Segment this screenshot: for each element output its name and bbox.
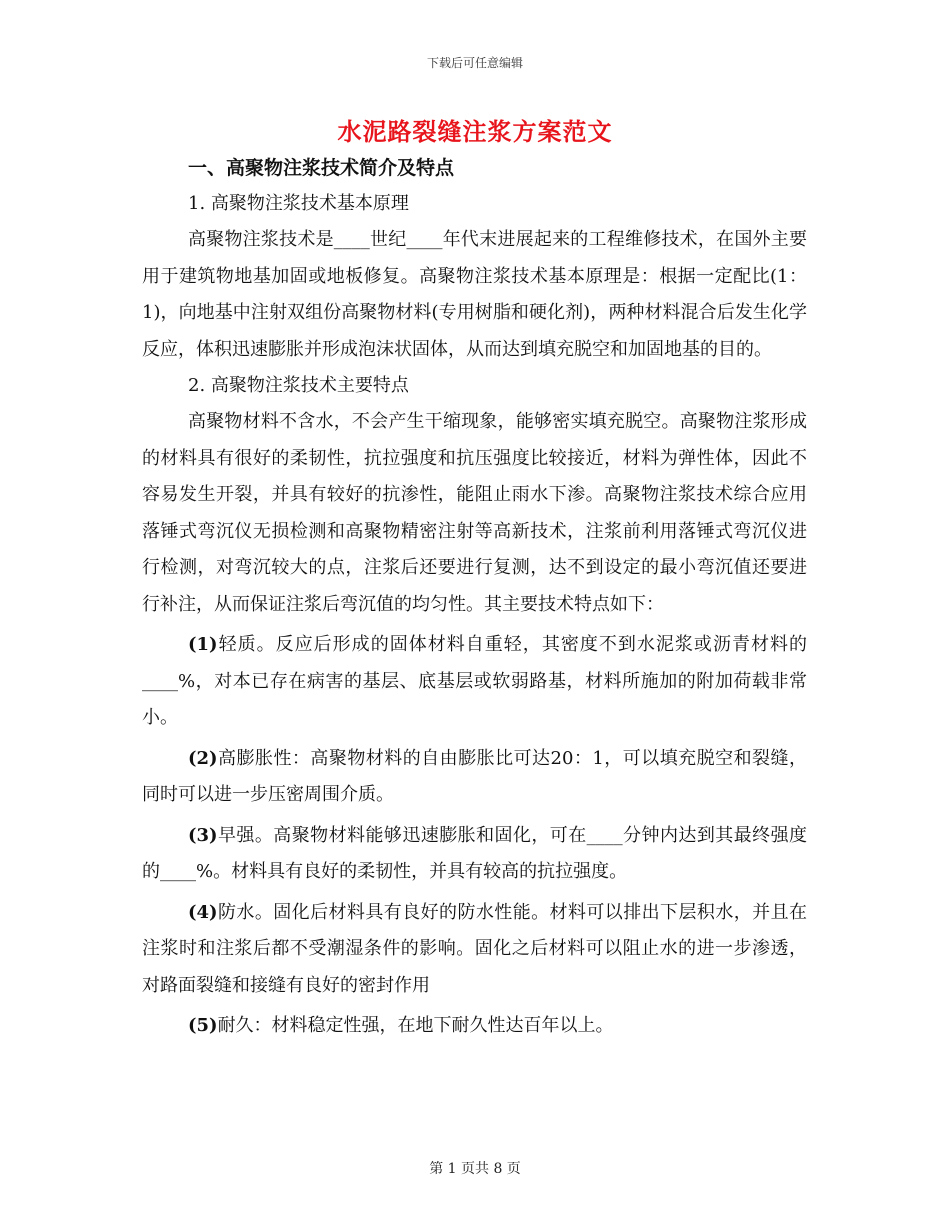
paragraph-principle: 高聚物注浆技术是____世纪____年代末进展起来的工程维修技术，在国外主要用于建筑物地基加固或地板修复。高聚物注浆技术基本原理是：根据一定配比(1：1)，向地基中注射双组份高聚物材料(专用树脂和硬化剂)，两种材料混合后发生化学反应，体积迅速膨胀并形成泡沫状固体，从而达到填充脱空和加固地基的目的。 xyxy=(142,229,807,360)
list-item xyxy=(142,818,807,891)
list-item-number: (3) xyxy=(188,824,218,846)
list-item-number: (5) xyxy=(188,1015,218,1036)
paragraph-features: 高聚物材料不含水，不会产生干缩现象，能够密实填充脱空。高聚物注浆形成的材料具有很好的柔韧性，抗拉强度和抗压强度比较接近，材料为弹性体，因此不容易发生开裂，并具有较好的抗渗性，能阻止雨水下渗。高聚物注浆技术综合应用落锤式弯沉仪无损检测和高聚物精密注射等高新技术，注浆前利用落锤式弯沉仪进行检测，对弯沉较大的点，注浆后还要进行复测，达不到设定的最小弯沉值还要进行补注，从而保证注浆后弯沉值的均匀性。其主要技术特点如下： xyxy=(142,411,807,615)
list-item xyxy=(142,895,807,1005)
list-item-text: 防水。固化后材料具有良好的防水性能。材料可以排出下层积水，并且在注浆时和注浆后都不受潮湿条件的影响。固化之后材料可以阻止水的进一步渗透，对路面裂缝和接缝有良好的密封作用 xyxy=(142,901,807,996)
document-title: 水泥路裂缝注浆方案范文 xyxy=(337,117,613,146)
list-item-text: 早强。高聚物材料能够迅速膨胀和固化，可在____分钟内达到其最终强度的____%。材料具有良好的柔韧性，并具有较高的抗拉强度。 xyxy=(142,824,807,882)
page-number: 第 1 页共 8 页 xyxy=(429,1161,521,1177)
list-item-number: (2) xyxy=(188,747,218,769)
subsection-heading-2: 2. 高聚物注浆技术主要特点 xyxy=(188,375,409,396)
list-item-text: 高膨胀性：高聚物材料的自由膨胀比可达20：1，可以填充脱空和裂缝，同时可以进一步压密周围介质。 xyxy=(142,747,807,805)
list-item-text: 耐久：材料稳定性强，在地下耐久性达百年以上。 xyxy=(217,1015,614,1036)
list-item-number: (1) xyxy=(188,634,218,655)
document-body xyxy=(142,150,807,1045)
section-heading: 一、高聚物注浆技术简介及特点 xyxy=(188,157,455,179)
list-item-number: (4) xyxy=(188,901,218,923)
list-item xyxy=(142,741,807,814)
subsection-heading-1: 1. 高聚物注浆技术基本原理 xyxy=(188,193,409,214)
list-item-text: 轻质。反应后形成的固体材料自重轻，其密度不到水泥浆或沥青材料的____%，对本已存在病害的基层、底基层或软弱路基，材料所施加的附加荷载非常小。 xyxy=(142,634,807,728)
header-note: 下载后可任意编辑 xyxy=(426,56,523,70)
list-item xyxy=(142,627,807,737)
list-item xyxy=(142,1008,807,1045)
